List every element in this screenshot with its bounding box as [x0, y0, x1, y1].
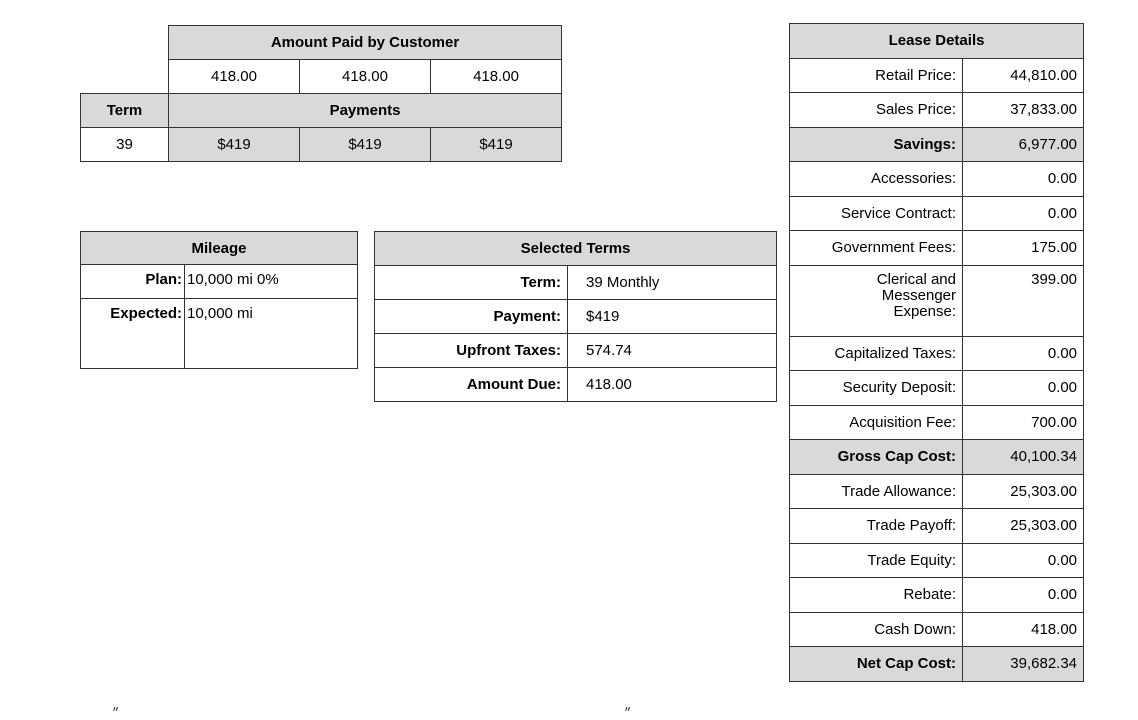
lease-row-value: 700.00	[963, 405, 1084, 440]
lease-row-value: 0.00	[963, 578, 1084, 613]
lease-row-label: Security Deposit:	[790, 371, 963, 406]
decorative-mark: ״	[112, 706, 120, 720]
lease-row-value: 0.00	[963, 336, 1084, 371]
plan-value: 10,000 mi 0%	[185, 265, 358, 299]
lease-row-label: Accessories:	[790, 162, 963, 197]
lease-row-label: Capitalized Taxes:	[790, 336, 963, 371]
lease-row-label: Acquisition Fee:	[790, 405, 963, 440]
lease-row-label: Net Cap Cost:	[790, 647, 963, 682]
payment-cell: $419	[300, 128, 431, 162]
selected-terms-table	[374, 231, 777, 402]
payments-table	[80, 25, 562, 162]
decorative-mark: ״	[624, 706, 632, 720]
amount-due-label: Amount Due:	[375, 368, 568, 402]
lease-row-label: Clerical and Messenger Expense:	[790, 265, 963, 336]
amount-paid-cell: 418.00	[431, 60, 562, 94]
empty-cell	[81, 60, 169, 94]
lease-row-label: Service Contract:	[790, 196, 963, 231]
lease-row-value: 40,100.34	[963, 440, 1084, 475]
term-cell: 39	[81, 128, 169, 162]
payments-header: Payments	[169, 94, 562, 128]
lease-row-value: 0.00	[963, 543, 1084, 578]
lease-row-value: 37,833.00	[963, 93, 1084, 128]
selected-term-label: Term:	[375, 266, 568, 300]
lease-row-label: Trade Equity:	[790, 543, 963, 578]
amount-paid-cell: 418.00	[169, 60, 300, 94]
amount-paid-header: Amount Paid by Customer	[169, 26, 562, 60]
lease-details-table	[789, 23, 1084, 682]
lease-row-value: 175.00	[963, 231, 1084, 266]
lease-row-value: 0.00	[963, 371, 1084, 406]
lease-row-label: Sales Price:	[790, 93, 963, 128]
selected-terms-header: Selected Terms	[375, 232, 777, 266]
lease-row-value: 39,682.34	[963, 647, 1084, 682]
mileage-header: Mileage	[81, 232, 358, 265]
lease-row-value: 0.00	[963, 196, 1084, 231]
lease-row-value: 0.00	[963, 162, 1084, 197]
expected-value: 10,000 mi	[185, 299, 358, 369]
lease-row-value: 25,303.00	[963, 509, 1084, 544]
selected-term-value: 39 Monthly	[568, 266, 777, 300]
amount-paid-cell: 418.00	[300, 60, 431, 94]
mileage-table	[80, 231, 358, 369]
lease-row-value: 25,303.00	[963, 474, 1084, 509]
lease-row-value: 399.00	[963, 265, 1084, 336]
payment-cell: $419	[169, 128, 300, 162]
lease-row-value: 44,810.00	[963, 58, 1084, 93]
selected-payment-label: Payment:	[375, 300, 568, 334]
lease-row-value: 6,977.00	[963, 127, 1084, 162]
lease-row-label: Cash Down:	[790, 612, 963, 647]
upfront-taxes-label: Upfront Taxes:	[375, 334, 568, 368]
expected-label: Expected:	[81, 299, 185, 369]
lease-row-label: Trade Payoff:	[790, 509, 963, 544]
lease-row-label: Gross Cap Cost:	[790, 440, 963, 475]
amount-due-value: 418.00	[568, 368, 777, 402]
lease-details-header: Lease Details	[790, 24, 1084, 59]
term-header: Term	[81, 94, 169, 128]
lease-row-label: Rebate:	[790, 578, 963, 613]
upfront-taxes-value: 574.74	[568, 334, 777, 368]
empty-cell	[81, 26, 169, 60]
plan-label: Plan:	[81, 265, 185, 299]
selected-payment-value: $419	[568, 300, 777, 334]
lease-row-label: Government Fees:	[790, 231, 963, 266]
lease-row-label: Retail Price:	[790, 58, 963, 93]
lease-row-value: 418.00	[963, 612, 1084, 647]
payment-cell: $419	[431, 128, 562, 162]
lease-row-label: Trade Allowance:	[790, 474, 963, 509]
lease-row-label: Savings:	[790, 127, 963, 162]
